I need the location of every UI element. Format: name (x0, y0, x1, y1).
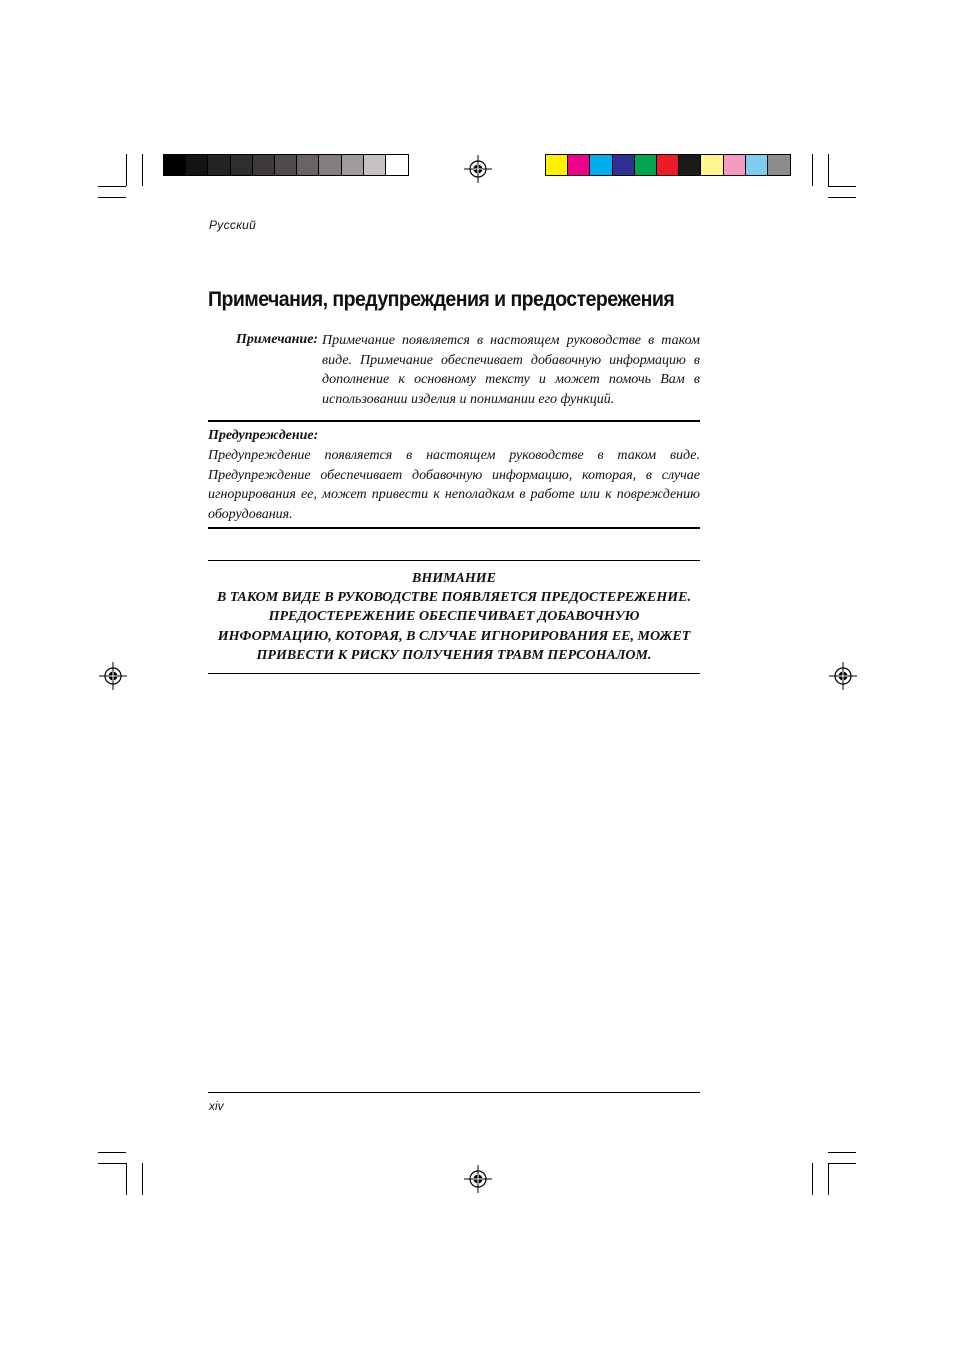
color-swatch (746, 155, 768, 175)
warning-bottom-rule (208, 527, 700, 529)
gray-swatch (208, 155, 230, 175)
crop-mark (98, 186, 126, 187)
crop-mark (828, 154, 829, 186)
color-swatch (568, 155, 590, 175)
warning-label: Предупреждение: (208, 428, 319, 443)
crop-mark (828, 1163, 829, 1195)
registration-mark-icon (464, 1165, 492, 1193)
color-swatch (613, 155, 635, 175)
gray-swatch (297, 155, 319, 175)
caution-block (208, 569, 700, 665)
gray-swatch (364, 155, 386, 175)
color-swatch (635, 155, 657, 175)
caution-line: ИНФОРМАЦИЮ, КОТОРАЯ, В СЛУЧАЕ ИГНОРИРОВАНИЯ ЕЕ, МОЖЕТ (217, 628, 691, 644)
caution-line: ПРЕДОСТЕРЕЖЕНИЕ ОБЕСПЕЧИВАЕТ ДОБАВОЧНУЮ (268, 609, 640, 625)
crop-mark (812, 1163, 813, 1195)
gray-swatch (275, 155, 297, 175)
crop-mark (142, 154, 143, 186)
language-header: Русский (209, 218, 257, 232)
color-swatch (546, 155, 568, 175)
section-title: Примечания, предупреждения и предостережения (208, 288, 675, 311)
gray-swatch (342, 155, 364, 175)
crop-mark (812, 154, 813, 186)
note-text: Примечание появляется в настоящем руководстве в таком виде. Примечание обеспечивает добавочную информацию в дополнение к основному тексту и может помочь Вам в использовании изделия и понимании его функций. (322, 333, 700, 407)
color-swatch (724, 155, 746, 175)
caution-top-rule (208, 560, 700, 561)
crop-mark (126, 1163, 127, 1195)
gray-swatch (386, 155, 408, 175)
color-calibration-bar (545, 154, 791, 176)
crop-mark (98, 1163, 126, 1164)
caution-line: ПРИВЕСТИ К РИСКУ ПОЛУЧЕНИЯ ТРАВМ ПЕРСОНАЛОМ. (256, 647, 652, 663)
caution-line: В ТАКОМ ВИДЕ В РУКОВОДСТВЕ ПОЯВЛЯЕТСЯ ПРЕДОСТЕРЕЖЕНИЕ. (217, 590, 691, 606)
crop-mark (142, 1163, 143, 1195)
color-swatch (657, 155, 679, 175)
caution-heading: ВНИМАНИЕ (411, 571, 497, 586)
page-number: xiv (209, 1099, 224, 1113)
color-swatch (768, 155, 790, 175)
warning-text: Предупреждение появляется в настоящем руководстве в таком виде. Предупреждение обеспечивает добавочную информацию, которая, в случае игнорирования ее, может привести к неполадкам в работе или к повреждению оборудования. (208, 448, 700, 522)
crop-mark (98, 197, 126, 198)
crop-mark (828, 197, 856, 198)
gray-swatch (164, 155, 186, 175)
registration-mark-icon (829, 662, 857, 690)
gray-swatch (186, 155, 208, 175)
gray-swatch (231, 155, 253, 175)
color-swatch (679, 155, 701, 175)
warning-top-rule (208, 420, 700, 422)
gray-swatch (319, 155, 341, 175)
gray-swatch (253, 155, 275, 175)
crop-mark (126, 154, 127, 186)
color-swatch (590, 155, 612, 175)
caution-bottom-rule (208, 673, 700, 674)
crop-mark (828, 1163, 856, 1164)
crop-mark (828, 186, 856, 187)
crop-mark (98, 1152, 126, 1153)
registration-mark-icon (464, 155, 492, 183)
color-swatch (701, 155, 723, 175)
note-label: Примечание: (236, 332, 319, 347)
grayscale-calibration-bar (163, 154, 409, 176)
footer-rule (208, 1092, 700, 1093)
registration-mark-icon (99, 662, 127, 690)
crop-mark (828, 1152, 856, 1153)
